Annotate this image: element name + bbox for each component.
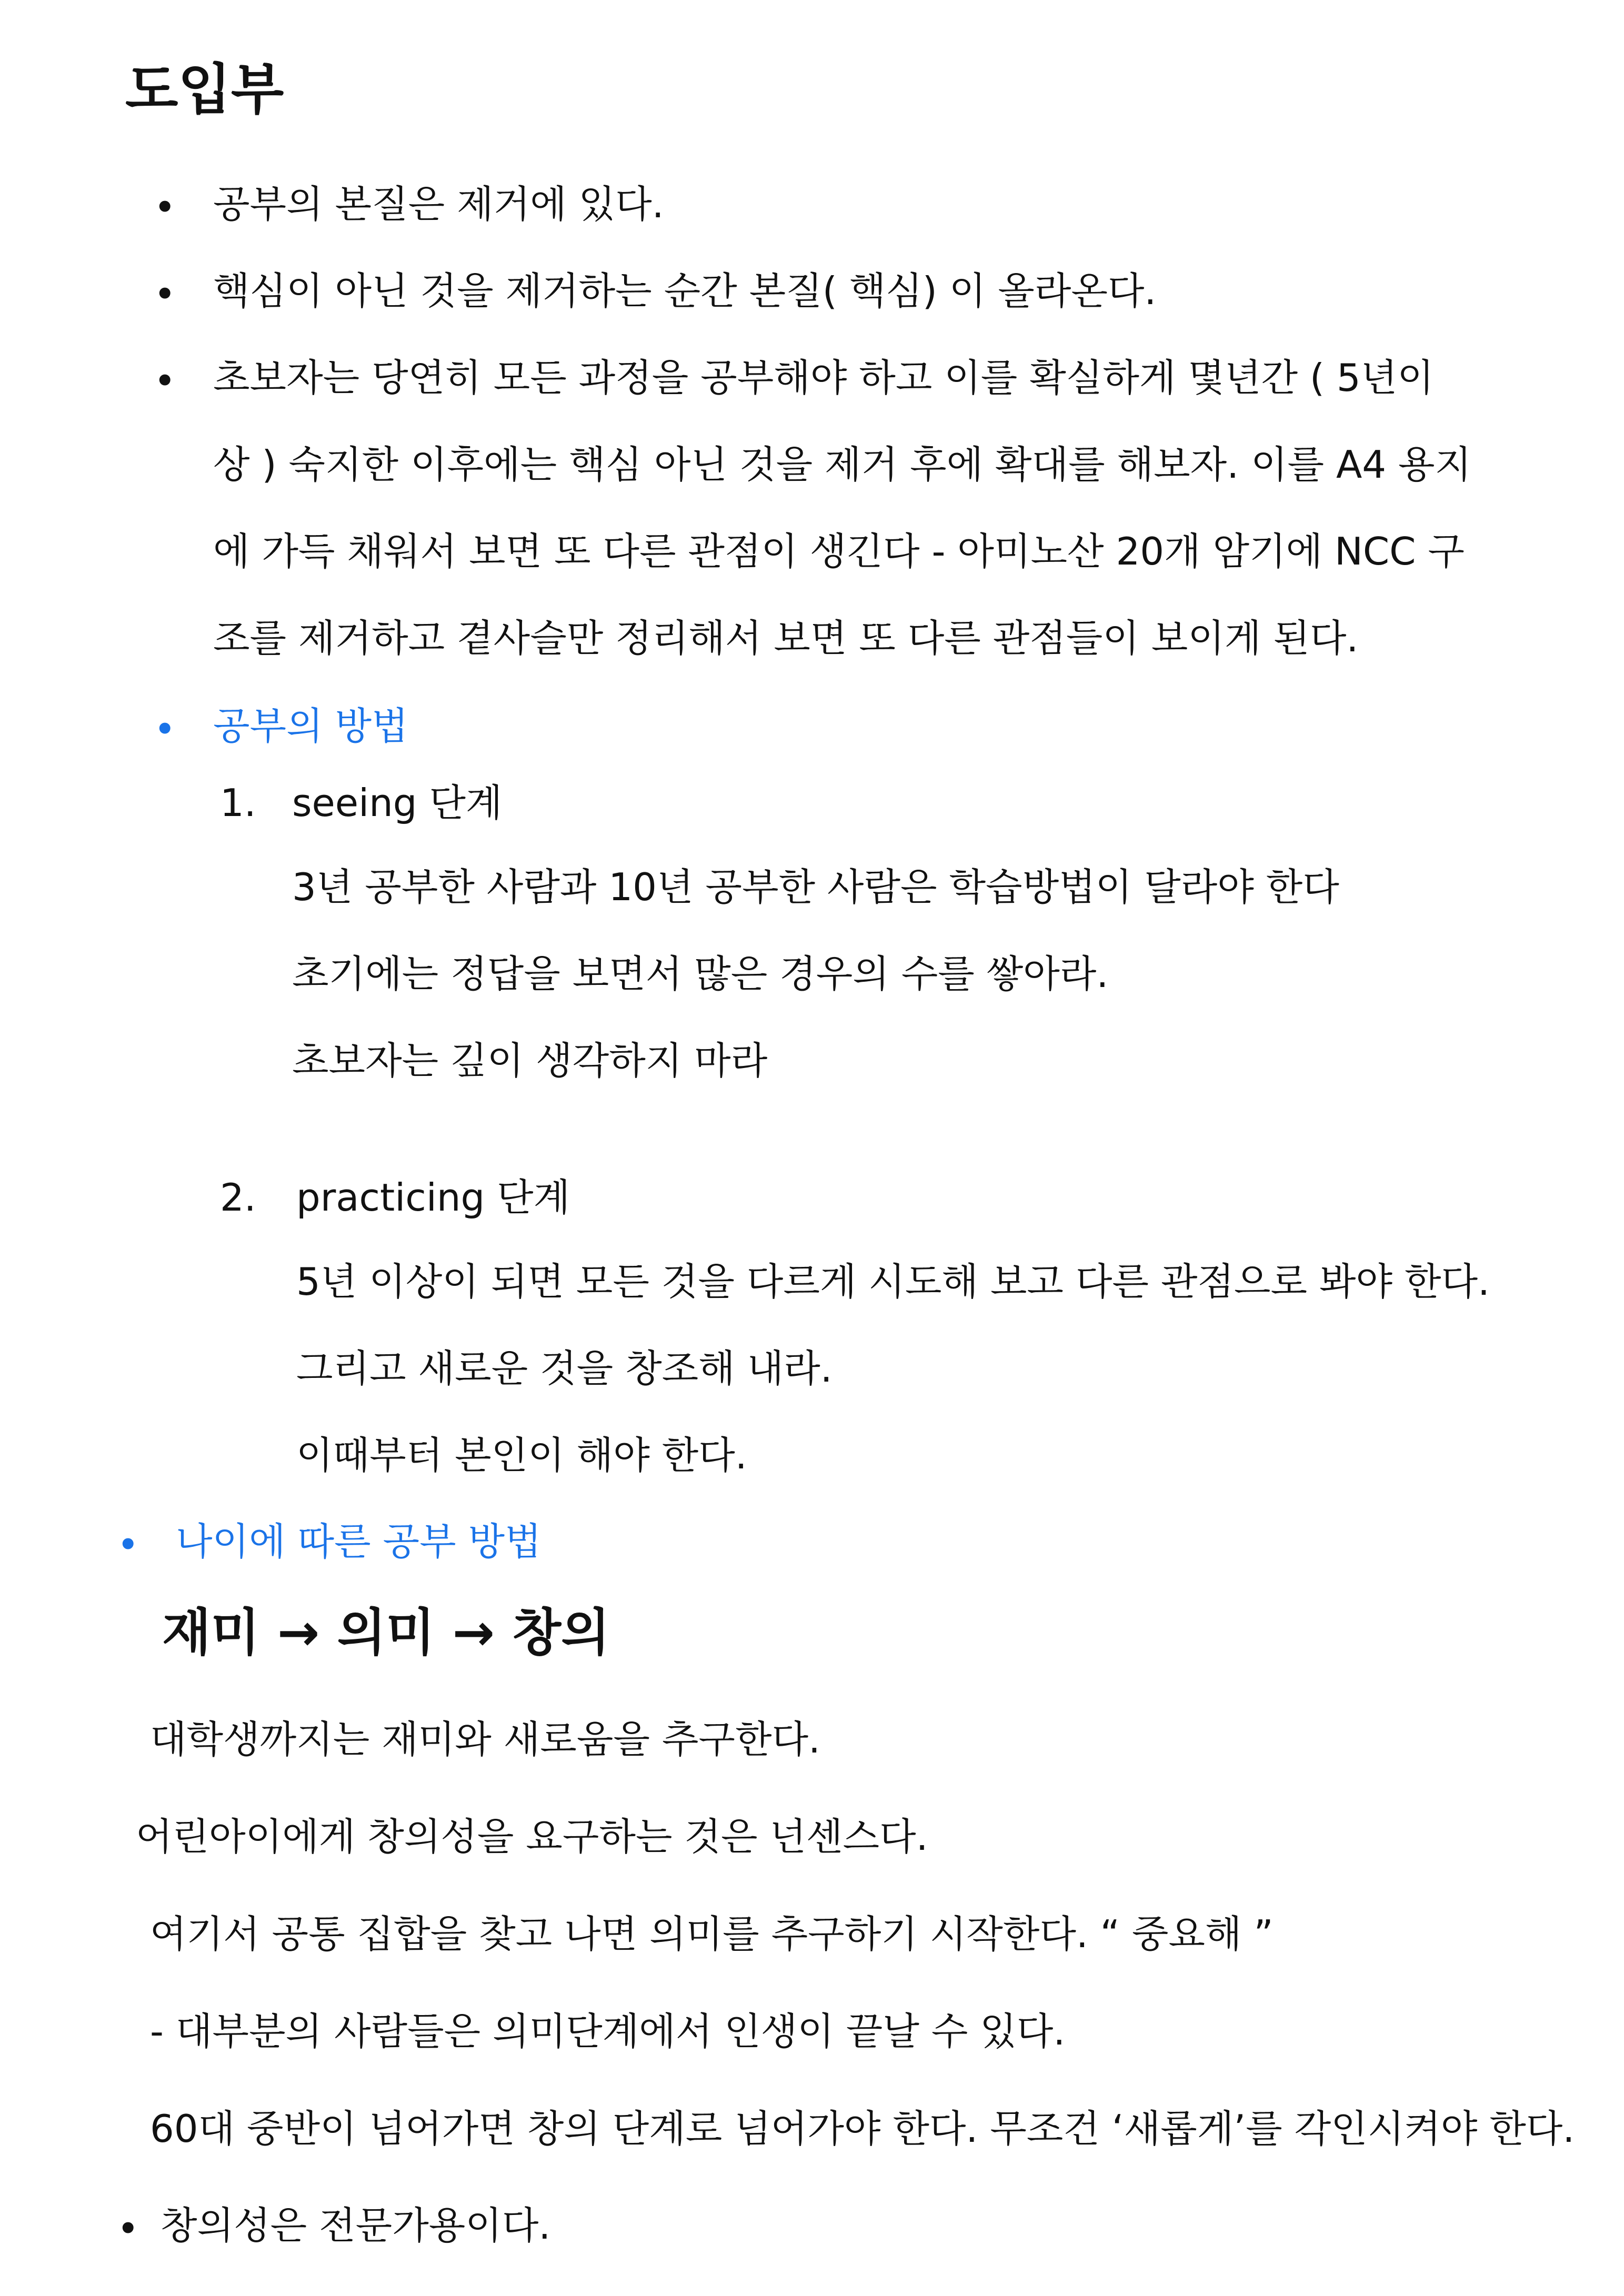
- section-heading: 공부의 방법: [213, 704, 408, 748]
- step-line: 이때부터 본인이 해야 한다.: [296, 1433, 747, 1477]
- paragraph-line: 에 가득 채워서 보면 또 다른 관점이 생긴다 - 아미노산 20개 암기에 NCC 구: [213, 529, 1465, 573]
- step-line: 3년 공부한 사람과 10년 공부한 사람은 학습방법이 달라야 한다: [292, 865, 1339, 909]
- step-line: 그리고 새로운 것을 창조해 내라.: [296, 1346, 833, 1391]
- paragraph-line: 조를 제거하고 곁사슬만 정리해서 보면 또 다른 관점들이 보이게 된다.: [213, 616, 1359, 660]
- step-title: seeing 단계: [292, 781, 503, 825]
- bullet-text: 공부의 본질은 제거에 있다.: [213, 182, 664, 226]
- body-line: 대학생까지는 재미와 새로움을 추구한다.: [150, 1717, 820, 1761]
- step-line: 초기에는 정답을 보면서 많은 경우의 수를 쌓아라.: [292, 952, 1109, 996]
- page-title: 도입부: [125, 57, 284, 122]
- body-line: 60대 중반이 넘어가면 창의 단계로 넘어가야 한다. 무조건 ‘새롭게’를 각인시켜야 한다.: [150, 2107, 1575, 2151]
- bullet-dot: •: [117, 2207, 139, 2251]
- body-line: 여기서 공통 집합을 찾고 나면 의미를 추구하기 시작한다. “ 중요해 ”: [150, 1912, 1274, 1956]
- bullet-dot: •: [154, 272, 176, 316]
- bullet-dot: •: [154, 185, 176, 229]
- bullet-dot: •: [154, 359, 176, 403]
- bullet-text: 창의성은 전문가용이다.: [161, 2203, 551, 2248]
- bullet-text: 핵심이 아닌 것을 제거하는 순간 본질( 핵심) 이 올라온다.: [213, 269, 1157, 313]
- flow-heading: 재미 → 의미 → 창의: [162, 1603, 610, 1662]
- paragraph-line: 상 ) 숙지한 이후에는 핵심 아닌 것을 제거 후에 확대를 해보자. 이를 A4 용지: [213, 442, 1472, 487]
- step-title: practicing 단계: [296, 1175, 570, 1220]
- bullet-dot: •: [154, 707, 176, 751]
- step-number: 2.: [220, 1175, 256, 1220]
- step-number: 1.: [220, 781, 256, 825]
- step-line: 초보자는 깊이 생각하지 마라: [292, 1039, 768, 1083]
- step-line: 5년 이상이 되면 모든 것을 다르게 시도해 보고 다른 관점으로 봐야 한다.: [296, 1260, 1490, 1304]
- body-line: - 대부분의 사람들은 의미단계에서 인생이 끝날 수 있다.: [150, 2009, 1066, 2053]
- paragraph-line: 초보자는 당연히 모든 과정을 공부해야 하고 이를 확실하게 몇년간 ( 5년이: [213, 356, 1434, 400]
- section-heading: 나이에 따른 공부 방법: [176, 1519, 542, 1564]
- body-line: 어린아이에게 창의성을 요구하는 것은 넌센스다.: [136, 1815, 928, 1859]
- bullet-dot: •: [117, 1523, 139, 1567]
